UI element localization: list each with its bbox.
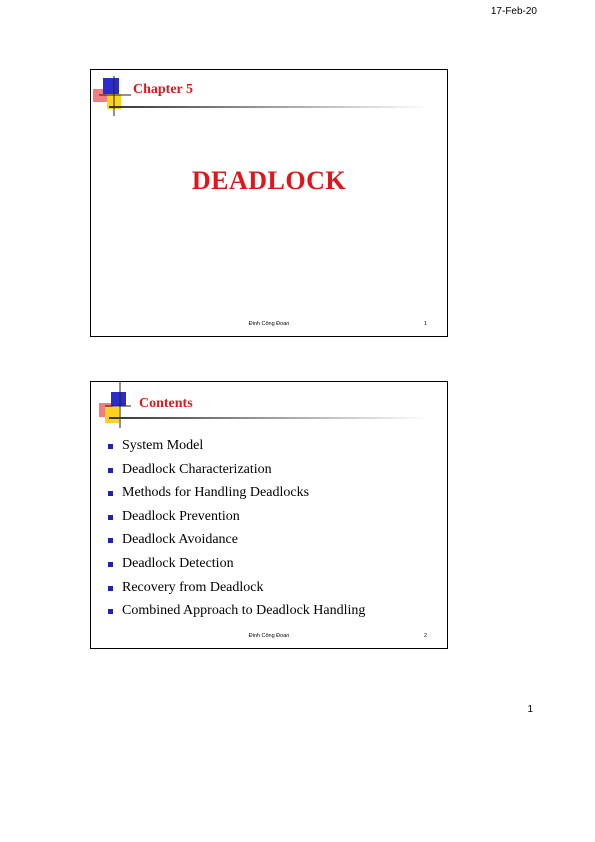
square-bullet-icon <box>108 538 113 543</box>
list-item: Deadlock Prevention <box>108 505 365 529</box>
list-item: Recovery from Deadlock <box>108 576 365 600</box>
page-number: 1 <box>527 704 533 715</box>
square-bullet-icon <box>108 444 113 449</box>
contents-list <box>108 434 365 623</box>
slide-number: 1 <box>423 321 427 327</box>
list-item: Methods for Handling Deadlocks <box>108 481 365 505</box>
chapter-heading: Chapter 5 <box>133 82 194 97</box>
square-bullet-icon <box>108 468 113 473</box>
slide-footer: Đinh Công Đoan <box>248 633 290 639</box>
slide-number: 2 <box>423 633 427 639</box>
list-item: Combined Approach to Deadlock Handling <box>108 599 365 623</box>
square-bullet-icon <box>108 609 113 614</box>
slide-1 <box>90 69 448 337</box>
square-bullet-icon <box>108 562 113 567</box>
slide-footer: Đinh Công Đoan <box>248 321 290 327</box>
list-item: System Model <box>108 434 365 458</box>
square-bullet-icon <box>108 586 113 591</box>
squares-cross-logo-icon <box>91 70 131 116</box>
slide-2 <box>90 381 448 649</box>
list-item: Deadlock Detection <box>108 552 365 576</box>
list-item: Deadlock Characterization <box>108 458 365 482</box>
slide-title: DEADLOCK <box>191 166 347 195</box>
list-item: Deadlock Avoidance <box>108 528 365 552</box>
square-bullet-icon <box>108 515 113 520</box>
contents-heading: Contents <box>139 396 193 411</box>
squares-cross-logo-icon <box>91 382 131 428</box>
title-underline <box>109 106 429 108</box>
square-bullet-icon <box>108 491 113 496</box>
page-date: 17-Feb-20 <box>490 6 537 17</box>
title-underline <box>109 417 429 419</box>
